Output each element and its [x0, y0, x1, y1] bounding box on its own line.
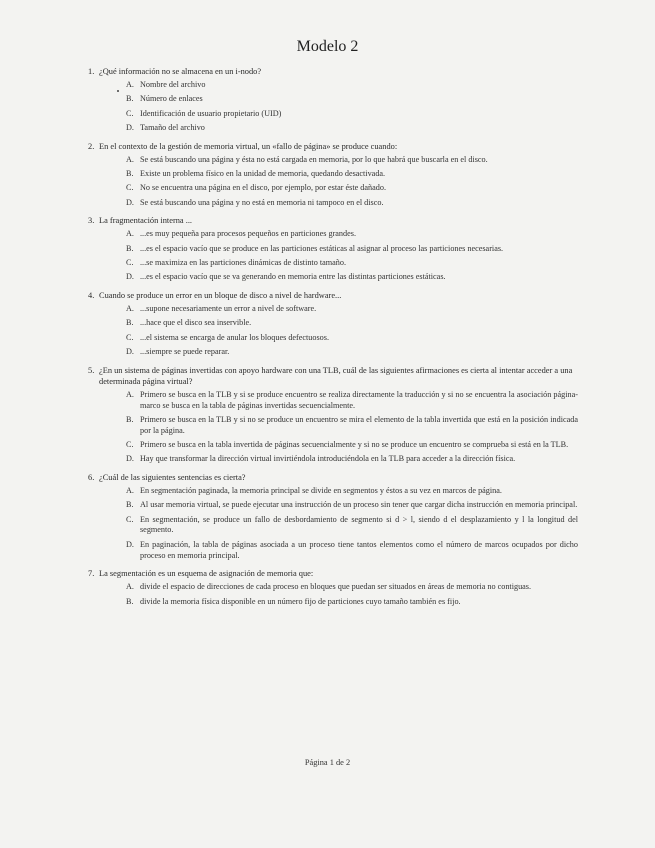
option-list — [126, 155, 578, 209]
option-letter: C. — [126, 257, 134, 267]
question-number: 1. — [88, 67, 95, 76]
answer-option — [126, 597, 578, 608]
option-letter: B. — [126, 94, 134, 104]
question-text: ¿Cuál de las siguientes sentencias es cierta? — [99, 473, 246, 483]
page-footer: Página 1 de 2 — [304, 758, 351, 767]
answer-option — [126, 183, 578, 194]
answer-option — [126, 258, 578, 269]
option-text: ...supone necesariamente un error a nivel de software. — [140, 304, 317, 314]
option-letter: A. — [126, 582, 134, 592]
answer-option — [126, 415, 578, 437]
question-4 — [88, 290, 578, 358]
option-letter: B. — [126, 168, 134, 178]
option-letter: B. — [126, 414, 134, 424]
option-text: ...hace que el disco sea inservible. — [140, 318, 252, 328]
question-text: ¿Qué información no se almacena en un i-nodo? — [99, 67, 262, 76]
option-text: Primero se busca en la tabla invertida de páginas secuencialmente y si no se produce un encuentro se comprueba si está en la TLB. — [140, 439, 569, 449]
option-letter: B. — [126, 596, 134, 606]
option-letter: C. — [126, 108, 134, 118]
question-number: 2. — [88, 141, 95, 151]
option-list — [126, 582, 578, 607]
option-letter: D. — [126, 122, 134, 132]
question-statement — [88, 365, 578, 387]
option-letter: A. — [126, 154, 134, 164]
answer-option — [126, 500, 578, 511]
question-3 — [88, 215, 578, 283]
answer-option — [126, 318, 578, 329]
answer-option — [126, 390, 578, 412]
option-list — [126, 390, 578, 465]
option-list — [126, 304, 578, 358]
question-1 — [88, 66, 578, 134]
question-text: Cuando se produce un error en un bloque de disco a nivel de hardware... — [99, 291, 342, 301]
option-letter: A. — [126, 80, 134, 89]
option-text: ...es muy pequeña para procesos pequeños en particiones grandes. — [140, 229, 356, 239]
answer-option — [126, 347, 578, 358]
question-2 — [88, 141, 578, 209]
option-letter: B. — [126, 243, 134, 253]
option-letter: D. — [126, 539, 134, 549]
option-letter: A. — [126, 229, 134, 239]
option-letter: C. — [126, 439, 134, 449]
option-text: ...es el espacio vacío que se va generando en memoria entre las distintas particiones estáticas. — [140, 272, 446, 282]
option-list — [126, 486, 578, 561]
option-text: Tamaño del archivo — [140, 122, 205, 132]
answer-option — [126, 272, 578, 283]
option-letter: A. — [126, 389, 134, 399]
question-text: La segmentación es un esquema de asignación de memoria que: — [99, 569, 314, 579]
answer-option — [126, 440, 578, 451]
option-text: Hay que transformar la dirección virtual invirtiéndola introduciéndola en la TLB para acceder a la dirección física. — [140, 454, 516, 464]
answer-option — [126, 540, 578, 562]
question-number: 4. — [88, 291, 95, 301]
question-list — [88, 66, 578, 614]
option-text: Primero se busca en la TLB y si se produce encuentro se realiza directamente la traducción y si no se encuentra la asociación página-marco se busca en la tabla de páginas invertidas secuencialmente. — [140, 389, 578, 410]
answer-option — [126, 304, 578, 315]
option-letter: B. — [126, 500, 134, 510]
option-text: Identificación de usuario propietario (UID) — [140, 108, 282, 118]
option-text: ...es el espacio vacío que se produce en las particiones estáticas al asignar al proceso las particiones necesarias. — [140, 243, 504, 253]
option-letter: A. — [126, 486, 134, 496]
option-text: Primero se busca en la TLB y si no se produce un encuentro se mira el elemento de la tabla invertida que está en la posición indicada por la página. — [140, 414, 578, 435]
option-list — [126, 80, 578, 134]
question-number: 3. — [88, 216, 95, 226]
option-letter: D. — [126, 346, 134, 356]
option-text: divide la memoria física disponible en un número fijo de particiones cuyo tamaño también es fijo. — [140, 596, 461, 606]
question-number: 7. — [88, 569, 95, 579]
question-statement — [88, 568, 578, 579]
answer-option — [126, 486, 578, 497]
option-text: En paginación, la tabla de páginas asociada a un proceso tiene tantos elementos como el número de marcos ocupados por dicho proceso en memoria principal. — [140, 539, 578, 560]
option-letter: D. — [126, 272, 134, 282]
answer-option — [126, 155, 578, 166]
question-7 — [88, 568, 578, 607]
question-number: 6. — [88, 473, 95, 483]
option-list — [126, 229, 578, 283]
question-6 — [88, 472, 578, 561]
option-text: En segmentación paginada, la memoria principal se divide en segmentos y éstos a su vez en marcos de página. — [140, 486, 502, 496]
question-statement — [88, 290, 578, 301]
option-text: Existe un problema físico en la unidad de memoria, quedando desactivada. — [140, 168, 386, 178]
answer-option — [126, 198, 578, 209]
option-text: Nombre del archivo — [140, 80, 206, 89]
option-letter: D. — [126, 197, 134, 207]
answer-option — [126, 80, 578, 91]
question-statement — [88, 215, 578, 226]
answer-option — [126, 123, 578, 134]
page-title: Modelo 2 — [296, 38, 359, 55]
option-letter: C. — [126, 183, 134, 193]
answer-option — [126, 333, 578, 344]
question-text: ¿En un sistema de páginas invertidas con apoyo hardware con una TLB, cuál de las siguientes afirmaciones es cierta al intentar acceder a una determinada página virtual? — [99, 365, 573, 386]
answer-option — [126, 244, 578, 255]
answer-option — [126, 229, 578, 240]
option-text: En segmentación, se produce un fallo de desbordamiento de segmento si d > l, siendo d el desplazamiento y l la longitud del segmento. — [140, 514, 578, 535]
option-text: ...siempre se puede reparar. — [140, 346, 230, 356]
option-text: divide el espacio de direcciones de cada proceso en bloques que puedan ser situados en áreas de memoria no contiguas. — [140, 582, 532, 592]
answer-option — [126, 169, 578, 180]
question-text: La fragmentación interna ... — [99, 216, 193, 226]
question-statement — [88, 472, 578, 483]
option-letter: C. — [126, 514, 134, 524]
question-5 — [88, 365, 578, 465]
answer-option — [126, 109, 578, 120]
option-text: ...el sistema se encarga de anular los bloques defectuosos. — [140, 332, 330, 342]
question-number: 5. — [88, 365, 95, 375]
option-letter: C. — [126, 332, 134, 342]
option-text: No se encuentra una página en el disco, por ejemplo, por estar éste dañado. — [140, 183, 386, 193]
option-text: Número de enlaces — [140, 94, 203, 104]
answer-option — [126, 515, 578, 537]
question-statement — [88, 141, 578, 152]
answer-option — [126, 454, 578, 465]
option-letter: D. — [126, 454, 134, 464]
option-letter: A. — [126, 304, 134, 314]
answer-option — [126, 94, 578, 105]
option-text: ...se maximiza en las particiones dinámicas de distinto tamaño. — [140, 257, 346, 267]
option-text: Se está buscando una página y no está en memoria ni tampoco en el disco. — [140, 197, 384, 207]
question-statement — [88, 66, 578, 77]
option-text: Al usar memoria virtual, se puede ejecutar una instrucción de un proceso sin tener que cargar dicha instrucción en memoria principal. — [140, 500, 578, 510]
option-text: Se está buscando una página y ésta no está cargada en memoria, por lo que habrá que buscarla en el disco. — [140, 154, 488, 164]
option-letter: B. — [126, 318, 134, 328]
answer-option — [126, 582, 578, 593]
question-text: En el contexto de la gestión de memoria virtual, un «fallo de página» se produce cuando: — [99, 141, 398, 151]
